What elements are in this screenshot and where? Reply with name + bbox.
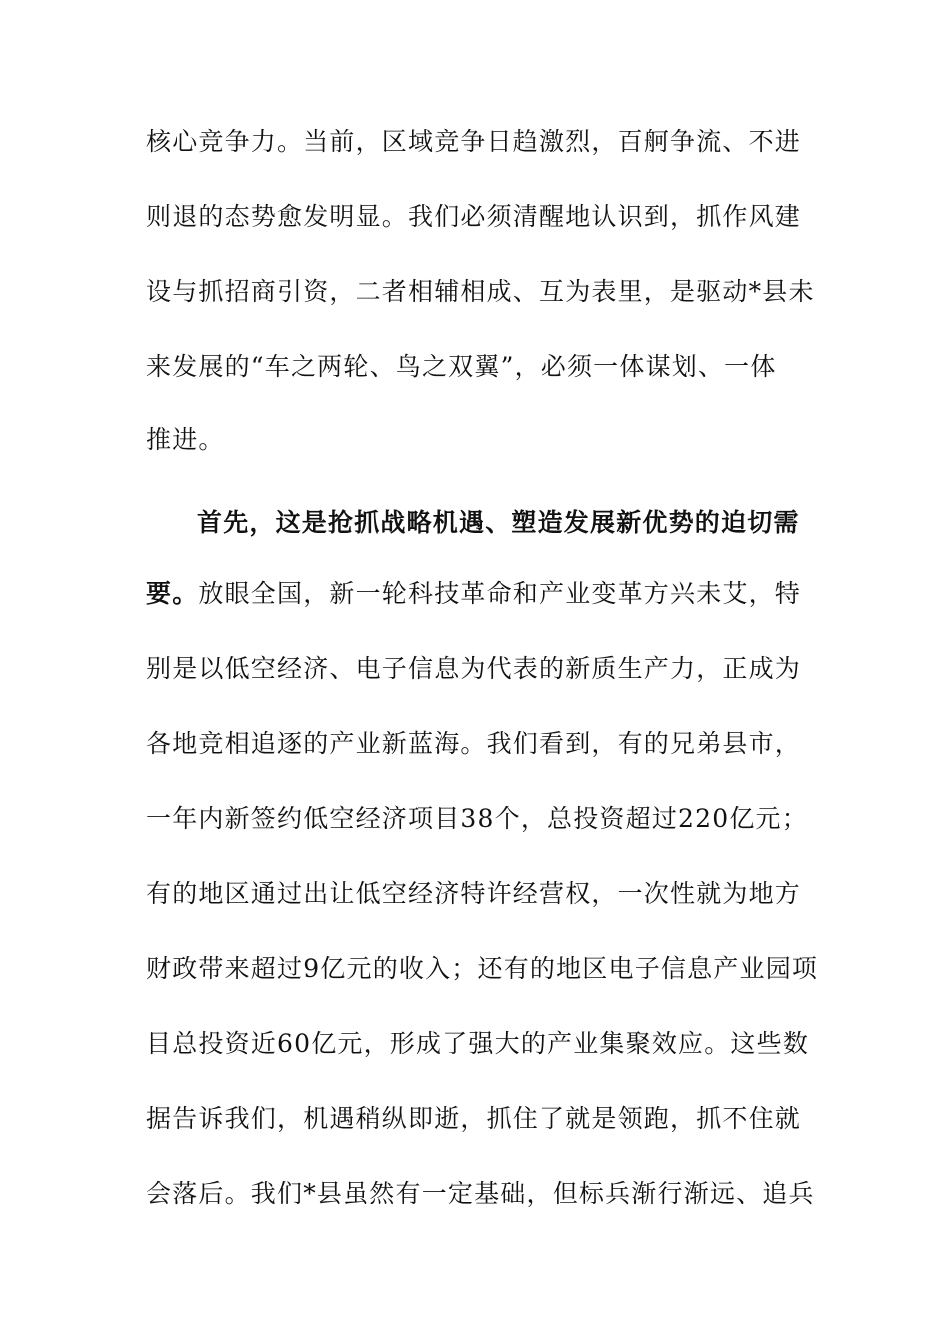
text-continuation: 放眼全国，新一轮科技革命和产业变革方兴未艾，特	[198, 579, 802, 608]
text-line: 来发展的“车之两轮、鸟之双翼”，必须一体谋划、一体	[146, 352, 777, 381]
text-line: 推进。	[146, 425, 225, 454]
heading-continuation: 要。	[146, 579, 199, 608]
text-line: 设与抓招商引资，二者相辅相成、互为表里，是驱动*县未	[146, 277, 815, 306]
text-line: 目总投资近60亿元，形成了强大的产业集聚效应。这些数	[146, 1029, 810, 1058]
text-line: 会落后。我们*县虽然有一定基础，但标兵渐行渐远、追兵	[146, 1179, 815, 1208]
paragraph-heading: 首先，这是抢抓战略机遇、塑造发展新优势的迫切需	[197, 508, 800, 537]
text-line: 各地竞相追逐的产业新蓝海。我们看到，有的兄弟县市，	[146, 729, 802, 758]
text-line: 有的地区通过出让低空经济特许经营权，一次性就为地方	[146, 879, 802, 908]
text-line: 财政带来超过9亿元的收入；还有的地区电子信息产业园项	[146, 954, 819, 983]
text-line: 则退的态势愈发明显。我们必须清醒地认识到，抓作风建	[146, 202, 802, 231]
text-line: 据告诉我们，机遇稍纵即逝，抓住了就是领跑，抓不住就	[146, 1104, 802, 1133]
text-line: 别是以低空经济、电子信息为代表的新质生产力，正成为	[146, 654, 802, 683]
text-line-mixed	[146, 574, 826, 614]
text-line: 核心竞争力。当前，区域竞争日趋激烈，百舸争流、不进	[146, 127, 802, 156]
text-line: 一年内新签约低空经济项目38个，总投资超过220亿元；	[146, 804, 808, 833]
